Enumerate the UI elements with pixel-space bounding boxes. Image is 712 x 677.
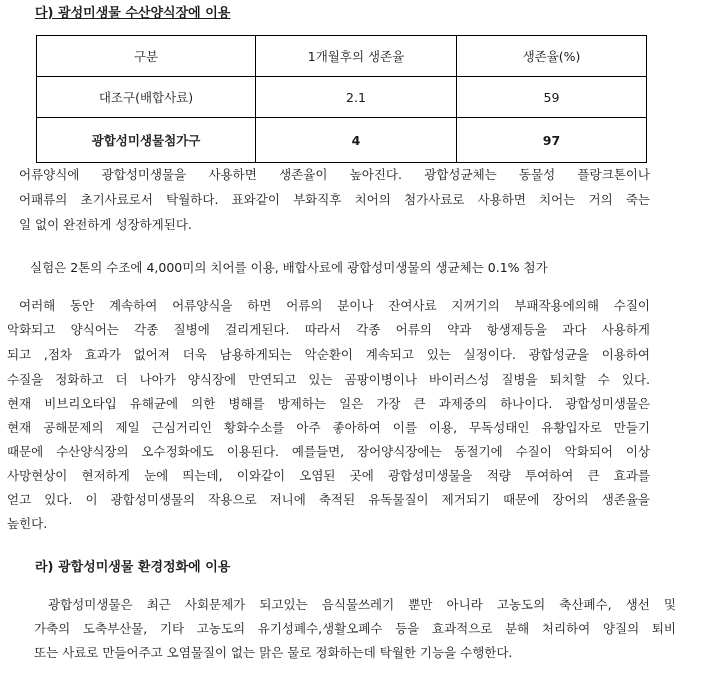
section-heading-d: 라) 광합성미생물 환경정화에 이용 [35, 560, 231, 575]
table-cell: 59 [457, 77, 647, 118]
paragraph-line: 사망현상이 현저하게 눈에 띄는데, 이와같이 오염된 곳에 광합성미생물을 적량 투여하여 큰 효과를 [7, 468, 650, 483]
table-header-cell: 1개월후의 생존율 [256, 36, 457, 77]
paragraph-line: 현재 비브리오타입 유해균에 의한 병해를 방제하는 일은 가장 큰 과제중의 하나이다. 광합성미생물은 [7, 396, 650, 411]
paragraph-line: 얻고 있다. 이 광합성미생물의 작용으로 저니에 축적된 유독물질이 제거되기 때문에 장어의 생존율을 [7, 492, 650, 507]
table-cell: 2.1 [256, 77, 457, 118]
paragraph-line: 실험은 2톤의 수조에 4,000미의 치어를 이용, 배합사료에 광합성미생물의 생균체는 0.1% 첨가 [30, 260, 548, 275]
table-cell: 97 [457, 118, 647, 163]
paragraph-line: 또는 사료로 만들어주고 오염물질이 없는 맑은 물로 정화하는데 탁월한 기능을 수행한다. [34, 645, 513, 660]
table-row [37, 77, 647, 118]
table-header-row [37, 36, 647, 77]
paragraph-line: 악화되고 양식어는 각종 질병에 걸리게된다. 따라서 각종 어류의 약과 항생제등을 과다 사용하게 [7, 322, 650, 337]
table-cell: 대조구(배합사료) [37, 77, 256, 118]
table-header-cell: 생존율(%) [457, 36, 647, 77]
paragraph-line: 어패류의 초기사료로서 탁월하다. 표와같이 부화직후 치어의 첨가사료로 사용하면 치어는 거의 죽는 [19, 192, 650, 207]
paragraph-line: 어류양식에 광합성미생물을 사용하면 생존율이 높아진다. 광합성균체는 동물성 플랑크톤이나 [19, 167, 650, 182]
table-row [37, 118, 647, 163]
table-cell: 광합성미생물첨가구 [37, 118, 256, 163]
paragraph-line: 현재 공해문제의 제일 근심거리인 황화수소를 아주 좋아하여 이를 이용, 무독성태인 유황입자로 만들기 [7, 420, 650, 435]
paragraph-line: 높힌다. [7, 516, 48, 531]
survival-rate-table [36, 35, 647, 163]
paragraph-line: 광합성미생물은 최근 사회문제가 되고있는 음식물쓰레기 뿐만 아니라 고농도의 축산폐수, 생선 및 [48, 597, 676, 612]
paragraph-line: 되고 ,점차 효과가 없어져 더욱 남용하게되는 악순환이 계속되고 있는 실정이다. 광합성균을 이용하여 [7, 347, 650, 362]
paragraph-line: 수질을 정화하고 더 나아가 양식장에 만연되고 있는 곰팡이병이나 바이러스성 질병을 퇴치할 수 있다. [7, 372, 650, 387]
paragraph-line: 때문에 수산양식장의 오수정화에도 이용된다. 예를들면, 장어양식장에는 동절기에 수질이 악화되어 이상 [7, 444, 650, 459]
paragraph-line: 일 없이 완전하게 성장하게된다. [19, 217, 192, 232]
table-cell: 4 [256, 118, 457, 163]
paragraph-line: 가축의 도축부산물, 기타 고농도의 유기성폐수,생활오폐수 등을 효과적으로 분해 처리하여 양질의 퇴비 [34, 621, 676, 636]
paragraph-line: 여러해 동안 계속하여 어류양식을 하면 어류의 분이나 잔여사료 지꺼기의 부패작용에의해 수질이 [19, 298, 650, 313]
section-heading-c: 다) 광성미생물 수산양식장에 이용 [35, 6, 231, 21]
table-header-cell: 구분 [37, 36, 256, 77]
